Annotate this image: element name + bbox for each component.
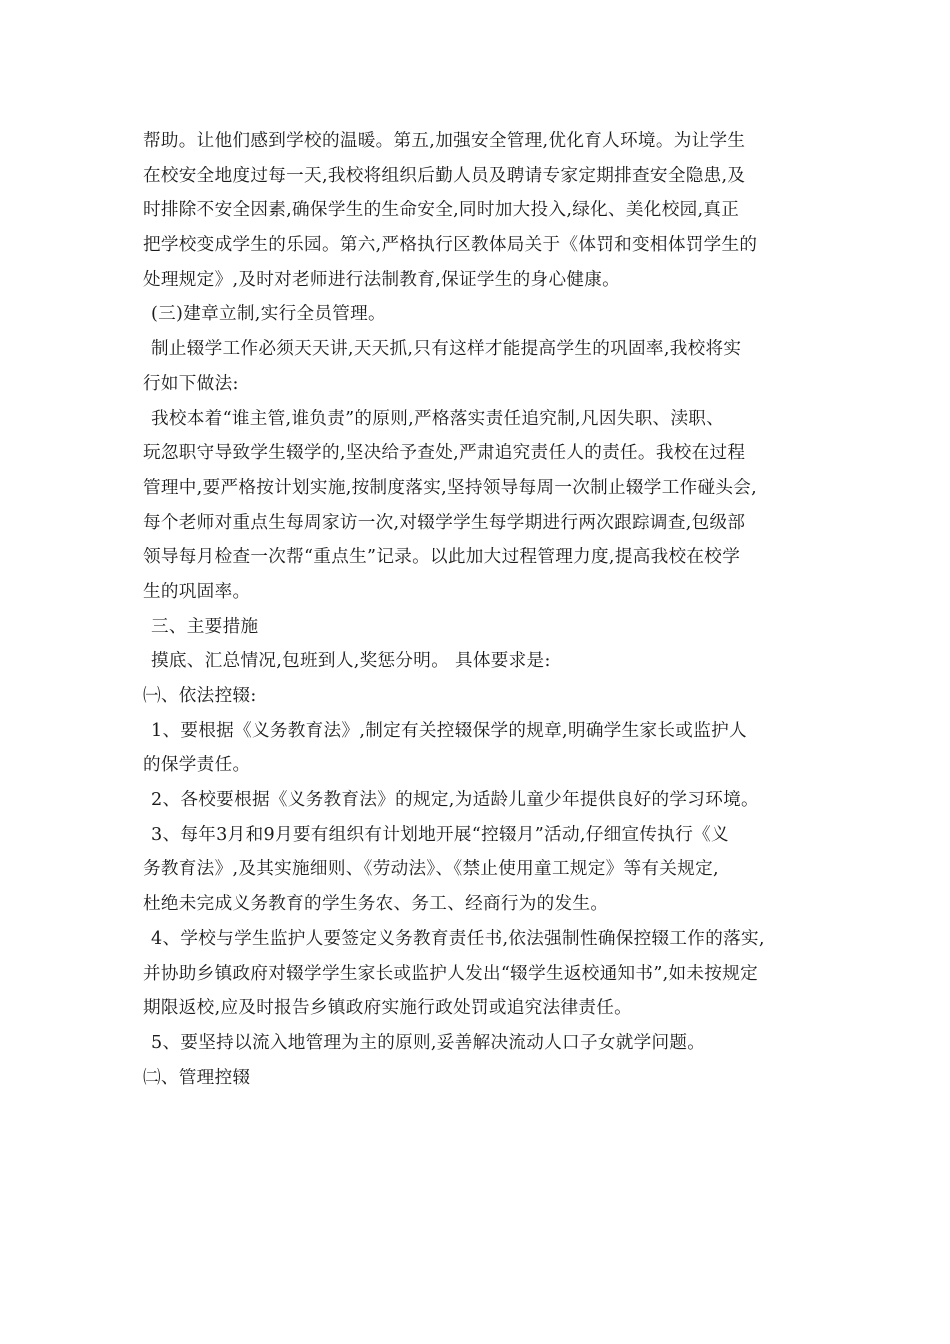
- subsection-heading: ㈠、依法控辍:: [143, 686, 257, 706]
- text-line: 我校本着“谁主管,谁负责”的原则,严格落实责任追究制,凡因失职、渎职、: [151, 408, 725, 429]
- list-item: 3、每年3月和9月要有组织有计划地开展“控辍月”活动,仔细宣传执行《义: [151, 824, 729, 845]
- list-item: 2、各校要根据《义务教育法》的规定,为适龄儿童少年提供良好的学习环境。: [151, 790, 759, 811]
- text-line: 行如下做法:: [143, 373, 239, 394]
- text-line: 的保学责任。: [143, 755, 251, 776]
- text-line: 摸底、汇总情况,包班到人,奖惩分明。 具体要求是:: [151, 651, 551, 672]
- text-line: 帮助。让他们感到学校的温暖。第五,加强安全管理,优化育人环境。为让学生: [143, 131, 746, 151]
- text-line: 制止辍学工作必须天天讲,天天抓,只有这样才能提高学生的巩固率,我校将实: [151, 339, 742, 360]
- list-item: 5、要坚持以流入地管理为主的原则,妥善解决流动人口子女就学问题。: [151, 1032, 706, 1053]
- text-line: 玩忽职守导致学生辍学的,坚决给予查处,严肃追究责任人的责任。我校在过程: [143, 443, 746, 464]
- subsection-heading: ㈡、管理控辍: [143, 1067, 251, 1088]
- list-item: 1、要根据《义务教育法》,制定有关控辍保学的规章,明确学生家长或监护人: [151, 720, 747, 741]
- text-line: 处理规定》,及时对老师进行法制教育,保证学生的身心健康。: [143, 269, 621, 290]
- text-line: 务教育法》,及其实施细则、《劳动法》、《禁止使用童工规定》等有关规定,: [143, 859, 719, 880]
- text-line: 并协助乡镇政府对辍学学生家长或监护人发出“辍学生返校通知书”,如未按规定: [143, 963, 758, 984]
- text-line: 把学校变成学生的乐园。第六,严格执行区教体局关于《体罚和变相体罚学生的: [143, 235, 758, 256]
- text-line: 管理中,要严格按计划实施,按制度落实,坚持领导每周一次制止辍学工作碰头会,: [143, 477, 758, 498]
- text-line: 在校安全地度过每一天,我校将组织后勤人员及聘请专家定期排查安全隐患,及: [143, 165, 746, 186]
- document-body: [143, 124, 813, 1095]
- text-line: 杜绝未完成义务教育的学生务农、务工、经商行为的发生。: [143, 894, 609, 915]
- text-line: 时排除不安全因素,确保学生的生命安全,同时加大投入,绿化、美化校园,真正: [143, 200, 740, 221]
- text-line: 每个老师对重点生每周家访一次,对辍学学生每学期进行两次跟踪调查,包级部: [143, 512, 746, 533]
- list-item: 4、学校与学生监护人要签定义务教育责任书,依法强制性确保控辍工作的落实,: [151, 928, 765, 949]
- section-heading: (三)建章立制,实行全员管理。: [151, 304, 386, 325]
- text-line: 生的巩固率。: [143, 581, 251, 602]
- section-heading: 三、主要措施: [151, 616, 259, 637]
- text-line: 期限返校,应及时报告乡镇政府实施行政处罚或追究法律责任。: [143, 998, 633, 1019]
- text-line: 领导每月检查一次帮“重点生”记录。以此加大过程管理力度,提高我校在校学: [143, 547, 741, 568]
